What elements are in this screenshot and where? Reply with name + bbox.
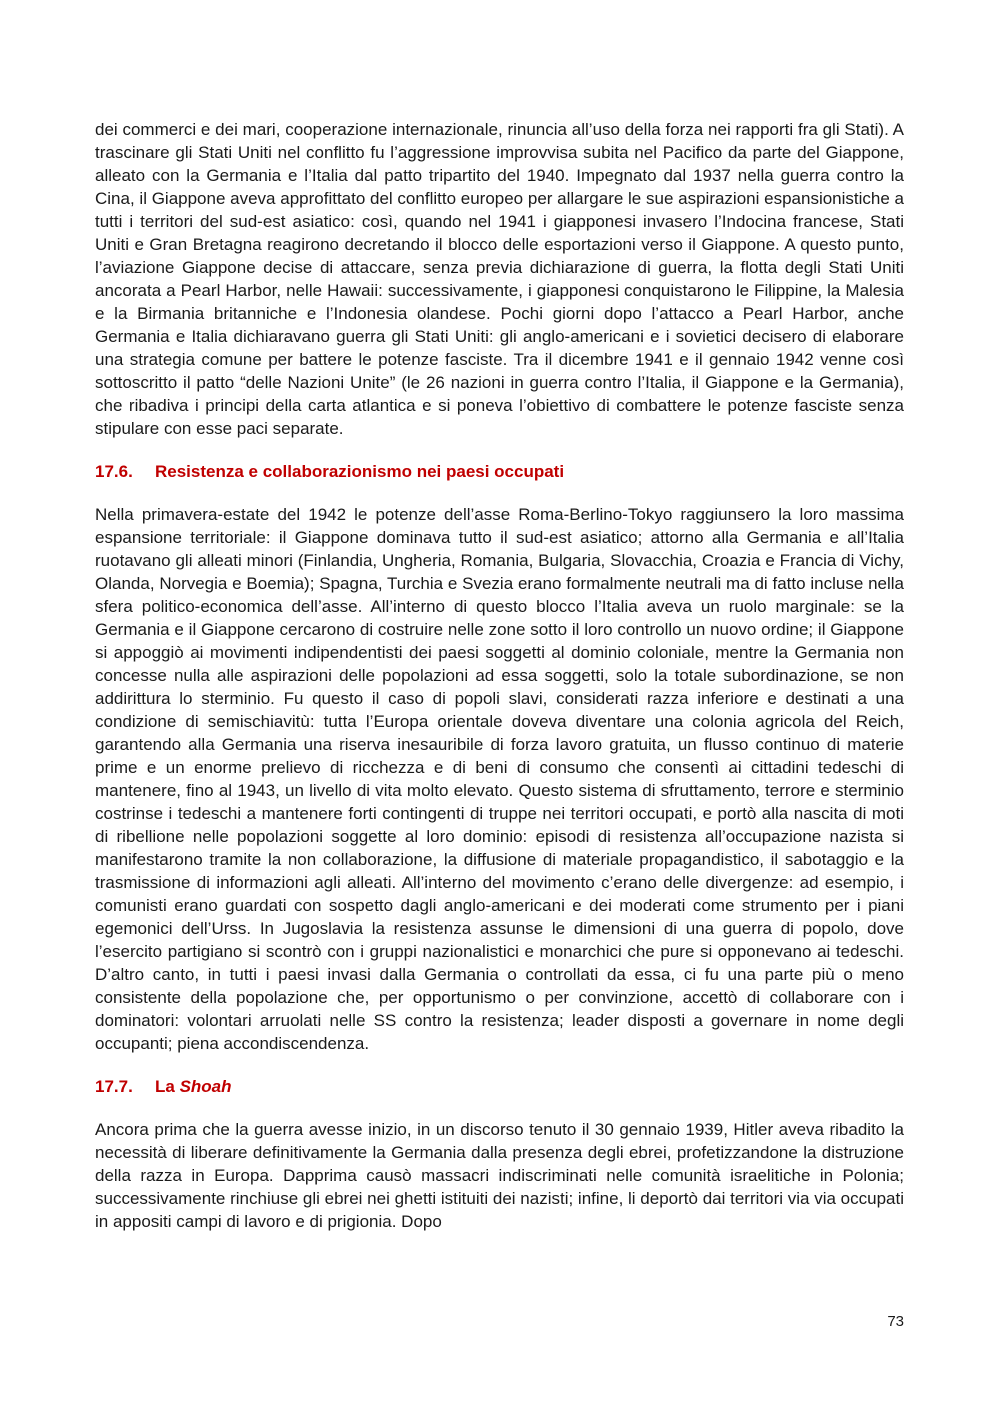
section-number: 17.7.	[95, 1077, 133, 1096]
section-heading-17-6	[95, 460, 904, 483]
body-paragraph-1: dei commerci e dei mari, cooperazione internazionale, rinuncia all’uso della forza nei rapporti fra gli Stati). A trascinare gli Stati Uniti nel conflitto fu l’aggressione improvvisa subita nel Pacifico da parte del Giappone, alleato con la Germania e l’Italia dal patto tripartito del 1940. Impegnato dal 1937 nella guerra contro la Cina, il Giappone aveva approfittato del conflitto europeo per allargare le sue aspirazioni espansionistiche a tutti i territori del sud-est asiatico: così, quando nel 1941 i giapponesi invasero l’Indocina francese, Stati Uniti e Gran Bretagna reagirono decretando il blocco delle esportazioni verso il Giappone. A questo punto, l’aviazione Giappone decise di attaccare, senza previa dichiarazione di guerra, la flotta degli Stati Uniti ancorata a Pearl Harbor, nelle Hawaii: successivamente, i giapponesi conquistarono le Filippine, la Malesia e la Birmania britanniche e l’Indonesia olandese. Pochi giorni dopo l’attacco a Pearl Harbor, anche Germania e Italia dichiaravano guerra gli Stati Uniti: gli anglo-americani e i sovietici decisero di elaborare una strategia comune per battere le potenze fasciste. Tra il dicembre 1941 e il gennaio 1942 venne così sottoscritto il patto “delle Nazioni Unite” (le 26 nazioni in guerra contro l’Italia, il Giappone e la Germania), che ribadiva i principi della carta atlantica e si poneva l’obiettivo di combattere le potenze fasciste senza stipulare con esse paci separate.	[95, 120, 904, 438]
document-page	[95, 118, 904, 1233]
section-number: 17.6.	[95, 462, 133, 481]
section-title-prefix: La	[155, 1077, 180, 1096]
body-paragraph-2: Nella primavera-estate del 1942 le potenze dell’asse Roma-Berlino-Tokyo raggiunsero la loro massima espansione territoriale: il Giappone dominava tutto il sud-est asiatico; attorno alla Germania e all’Italia ruotavano gli alleati minori (Finlandia, Ungheria, Romania, Bulgaria, Slovacchia, Croazia e Francia di Vichy, Olanda, Norvegia e Boemia); Spagna, Turchia e Svezia erano formalmente neutrali ma di fatto incluse nella sfera politico-economica dell’asse. All’interno di questo blocco l’Italia aveva un ruolo marginale: se la Germania e il Giappone cercarono di costruire nelle zone sotto il loro controllo un nuovo ordine; il Giappone si appoggiò ai movimenti indipendentisti dei paesi soggetti al dominio coloniale, mentre la Germania non concesse nulla alle aspirazioni delle popolazioni ad essa soggetti, solo la totale subordinazione, se non addirittura lo sterminio. Fu questo il caso di popoli slavi, considerati razza inferiore e destinati a una condizione di semischiavitù: tutta l’Europa orientale doveva diventare una colonia agricola del Reich, garantendo alla Germania una riserva inesauribile di forza lavoro gratuita, un flusso continuo di materie prime e un enorme prelievo di ricchezza e di beni di consumo che consentì ai cittadini tedeschi di mantenere, fino al 1943, un livello di vita molto elevato. Questo sistema di sfruttamento, terrore e sterminio costrinse i tedeschi a mantenere forti contingenti di truppe nei territori occupati, e portò alla nascita di moti di ribellione nelle popolazioni soggette al loro dominio: episodi di resistenza all’occupazione nazista si manifestarono tramite la non collaborazione, la diffusione di materiale propagandistico, il sabotaggio e la trasmissione di informazioni agli alleati. All’interno del movimento c’erano delle divergenze: ad esempio, i comunisti erano guardati con sospetto dagli anglo-americani e dei moderati come strumento per i piani egemonici dell’Urss. In Jugoslavia la resistenza assunse le dimensioni di una guerra di popolo, dove l’esercito partigiano si scontrò con i gruppi nazionalistici e monarchici che pure si opponevano ai tedeschi. D’altro canto, in tutti i paesi invasi dalla Germania o controllati da essa, ci fu una parte più o meno consistente della popolazione che, per opportunismo o per convinzione, accettò di collaborare con i dominatori: volontari arruolati nelle SS contro la resistenza; leader disposti a governare in nome degli occupanti; piena accondiscendenza.	[95, 505, 904, 1053]
page-number: 73	[887, 1313, 904, 1330]
section-title: Resistenza e collaborazionismo nei paesi occupati	[155, 462, 565, 481]
section-title-italic: Shoah	[179, 1077, 232, 1096]
section-heading-17-7	[95, 1075, 904, 1098]
body-paragraph-3: Ancora prima che la guerra avesse inizio, in un discorso tenuto il 30 gennaio 1939, Hitler aveva ribadito la necessità di liberare definitivamente la Germania dalla presenza degli ebrei, profetizzandone la distruzione della razza in Europa. Dapprima causò massacri indiscriminati nelle comunità israelitiche in Polonia; successivamente rinchiuse gli ebrei nei ghetti istituiti dei nazisti; infine, li deportò dai territori via via occupati in appositi campi di lavoro e di prigionia. Dopo	[95, 1120, 904, 1231]
